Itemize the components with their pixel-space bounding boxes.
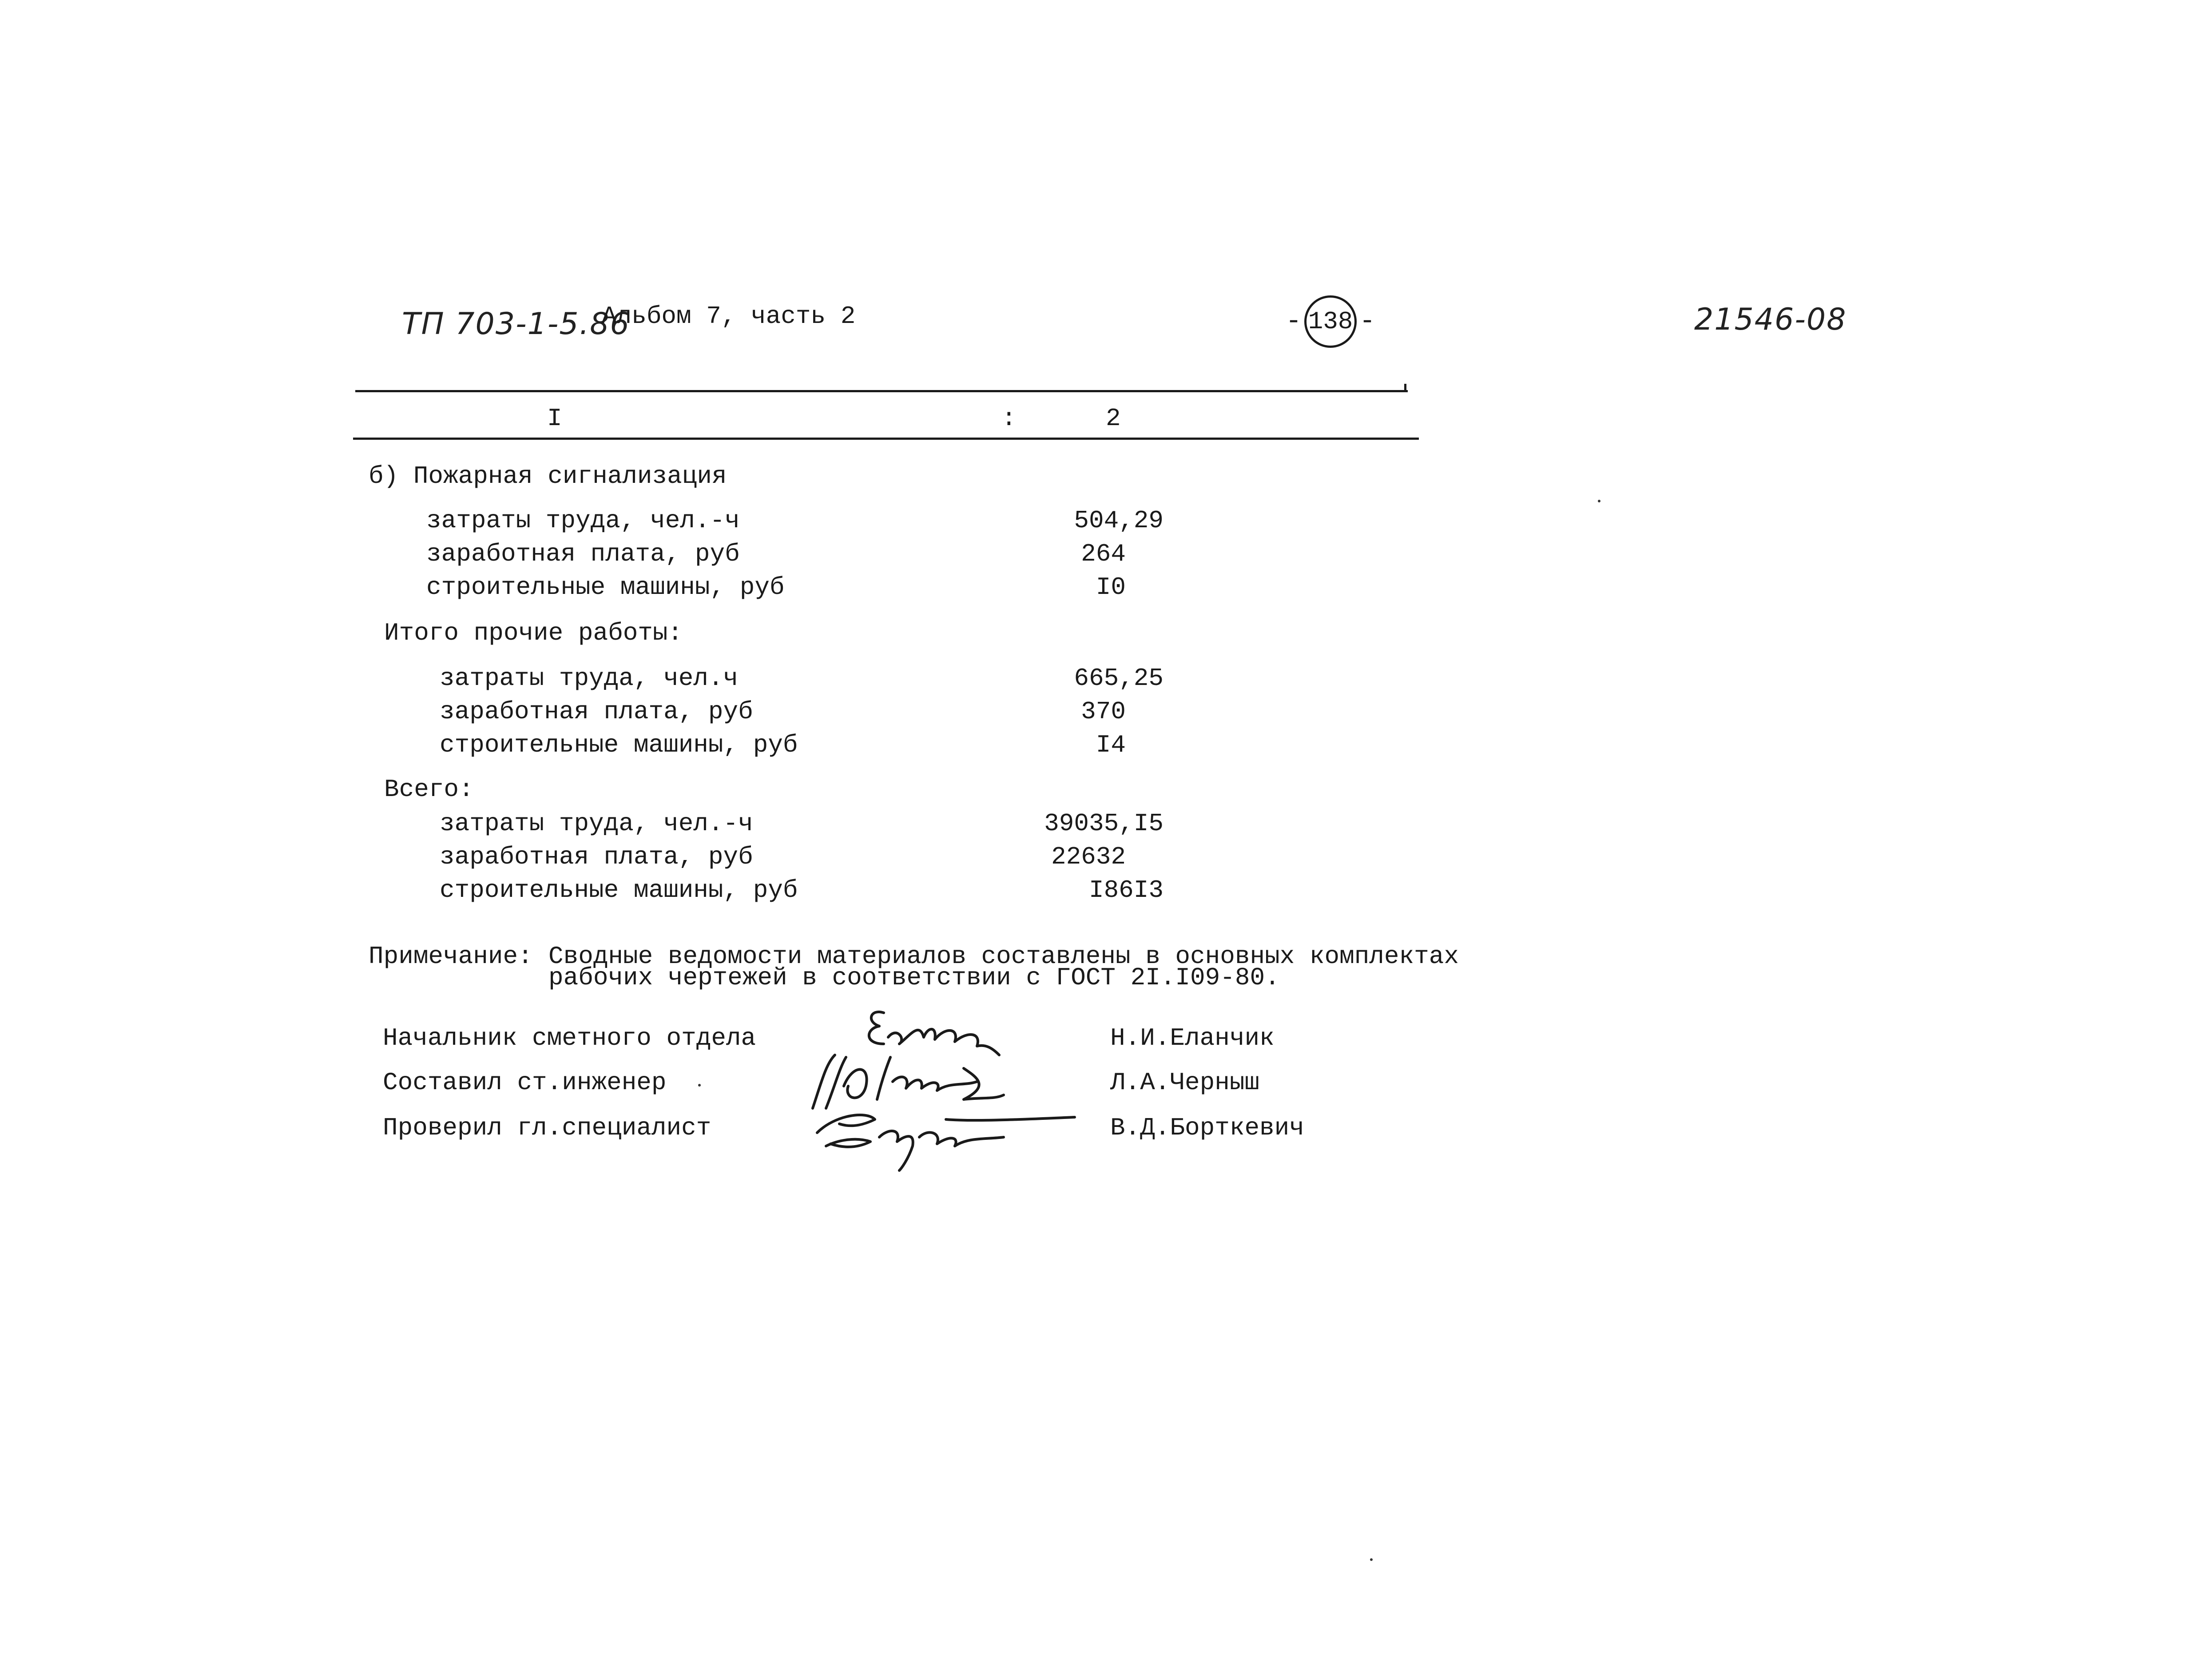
signatory-role: Начальник сметного отдела [383,1024,756,1052]
row-label: затраты труда, чел.ч [440,664,739,693]
row-label: строительные машины, руб [440,876,798,904]
row-label: строительные машины, руб [426,573,785,601]
row-label: заработная плата, руб [426,540,740,568]
signature-3 [799,1097,1084,1173]
signatory-name: Л.А.Черныш [1110,1068,1260,1097]
signatory-name: В.Д.Борткевич [1110,1114,1304,1142]
row-value: 264 [1081,540,1126,568]
archive-number: 21546-08 [1694,302,1847,337]
scan-speck [698,1084,701,1087]
row-label: строительные машины, руб [440,731,798,759]
table-top-rule-tick [1404,384,1406,392]
signatory-role: Проверил гл.специалист [383,1114,711,1142]
row-value: I4 [1096,731,1126,759]
page-number-block [1286,295,1375,348]
scan-speck [1370,1558,1373,1561]
row-label: затраты труда, чел.-ч [440,809,753,838]
signatory-name: Н.И.Еланчик [1110,1024,1275,1052]
row-value: 39035,I5 [1044,809,1164,838]
section-title: Всего: [384,775,474,804]
note-line-1: Сводные ведомости материалов составлены в основных комплектах [548,942,1459,971]
section-title: Итого прочие работы: [384,619,683,647]
doc-code: ТП 703-1-5.86 [402,307,630,342]
page-number: 138 [1304,295,1357,348]
row-label: заработная плата, руб [440,697,753,726]
row-value: I86I3 [1088,876,1164,904]
row-value: I0 [1096,573,1126,601]
album-label: Альбом 7, часть 2 [602,302,856,330]
row-value: 665,25 [1074,664,1164,693]
column-header-1: I [547,404,562,433]
column-header-2: 2 [1106,404,1121,433]
note-label: Примечание: [369,942,533,971]
section-title: б) Пожарная сигнализация [369,462,727,490]
column-header-separator: : [1001,404,1017,433]
row-value: 370 [1081,697,1126,726]
signatory-role: Составил ст.инженер [383,1068,667,1097]
row-value: 504,29 [1074,506,1164,535]
table-header-rule [353,438,1419,440]
table-top-rule [355,390,1408,392]
dash-right: - [1359,307,1376,337]
scan-speck [1598,500,1600,502]
dash-left: - [1286,307,1302,337]
row-label: заработная плата, руб [440,843,753,871]
row-value: 22632 [1051,843,1126,871]
note-line-2: рабочих чертежей в соответствии с ГОСТ 2I.I09-80. [548,963,1280,992]
row-label: затраты труда, чел.-ч [426,506,740,535]
